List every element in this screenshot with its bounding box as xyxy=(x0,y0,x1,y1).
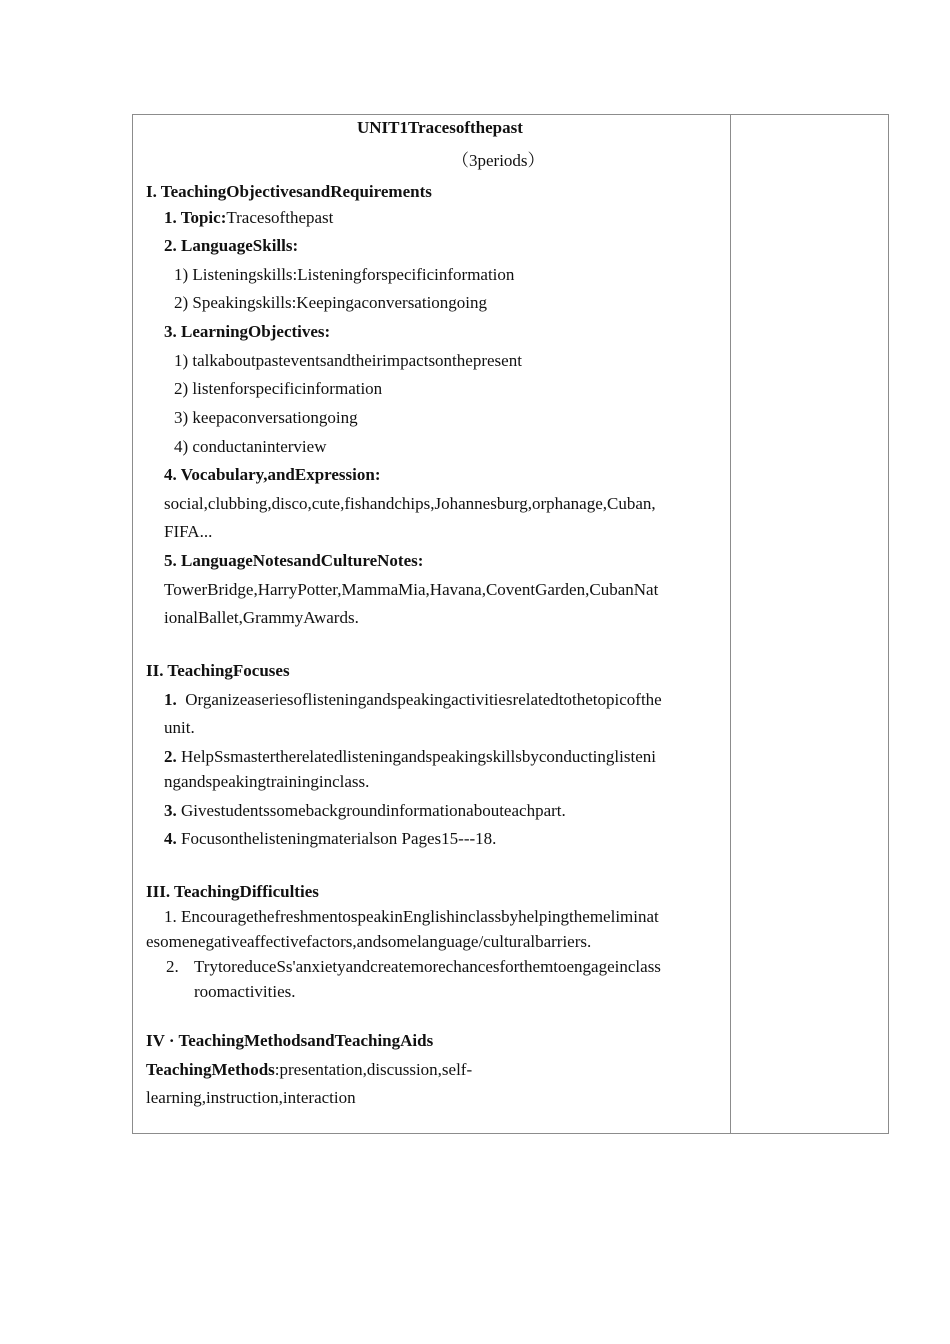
methods-line-continued: learning,instruction,interaction xyxy=(146,1088,356,1107)
focus-item-continued: ngandspeakingtraininginclass. xyxy=(164,772,370,791)
notes-text: TowerBridge,HarryPotter,MammaMia,Havana,CoventGarden,CubanNat xyxy=(164,580,659,599)
section-4-heading: IV · TeachingMethodsandTeachingAids xyxy=(146,1031,434,1050)
section-3-heading: III. TeachingDifficulties xyxy=(146,882,319,901)
notes-text: ionalBallet,GrammyAwards. xyxy=(164,608,359,627)
methods-line: TeachingMethods:presentation,discussion,self- xyxy=(146,1060,473,1079)
learning-objectives-label: 3. LearningObjectives: xyxy=(164,322,331,341)
focus-item-continued: unit. xyxy=(164,718,195,737)
difficulty-item: 1. EncouragethefreshmentospeakinEnglishinclassbyhelpingthemeliminat xyxy=(164,907,659,926)
focus-item: 3. Givestudentssomebackgroundinformationabouteachpart. xyxy=(164,801,566,820)
objective-item: 2) listenforspecificinformation xyxy=(174,379,383,398)
vocabulary-text: social,clubbing,disco,cute,fishandchips,Johannesburg,orphanage,Cuban, xyxy=(164,494,656,513)
objective-item: 1) talkaboutpasteventsandtheirimpactsonthepresent xyxy=(174,351,522,370)
vocabulary-text: FIFA... xyxy=(164,522,213,541)
difficulty-item-continued: roomactivities. xyxy=(194,982,296,1001)
section-1-heading: I. TeachingObjectivesandRequirements xyxy=(146,182,432,201)
vocabulary-label: 4. Vocabulary,andExpression: xyxy=(164,465,381,484)
table-column-divider xyxy=(730,114,731,1134)
objective-item: 3) keepaconversationgoing xyxy=(174,408,358,427)
skill-item: 1) Listeningskills:Listeningforspecificinformation xyxy=(174,265,515,284)
topic-line: 1. Topic:Tracesofthepast xyxy=(164,208,334,227)
section-2-heading: II. TeachingFocuses xyxy=(146,661,290,680)
focus-item: 2. HelpSsmastertherelatedlisteningandspeakingskillsbyconductinglisteni xyxy=(164,747,656,766)
skill-item: 2) Speakingskills:Keepingaconversationgoing xyxy=(174,293,488,312)
difficulty-item-number: 2. xyxy=(166,957,179,976)
language-skills-label: 2. LanguageSkills: xyxy=(164,236,299,255)
focus-item: 4. Focusonthelisteningmaterialson Pages15---18. xyxy=(164,829,497,848)
focus-item: 1. Organizeaseriesoflisteningandspeakingactivitiesrelatedtothetopicofthe xyxy=(164,690,662,709)
objective-item: 4) conductaninterview xyxy=(174,437,327,456)
difficulty-item: TrytoreduceSs'anxietyandcreatemorechancesforthemtoengageinclass xyxy=(194,957,661,976)
unit-title: UNIT1Tracesofthepast xyxy=(357,118,523,137)
periods-note: （3periods） xyxy=(452,151,545,170)
notes-label: 5. LanguageNotesandCultureNotes: xyxy=(164,551,424,570)
difficulty-item-continued: esomenegativeaffectivefactors,andsomelanguage/culturalbarriers. xyxy=(146,932,592,951)
